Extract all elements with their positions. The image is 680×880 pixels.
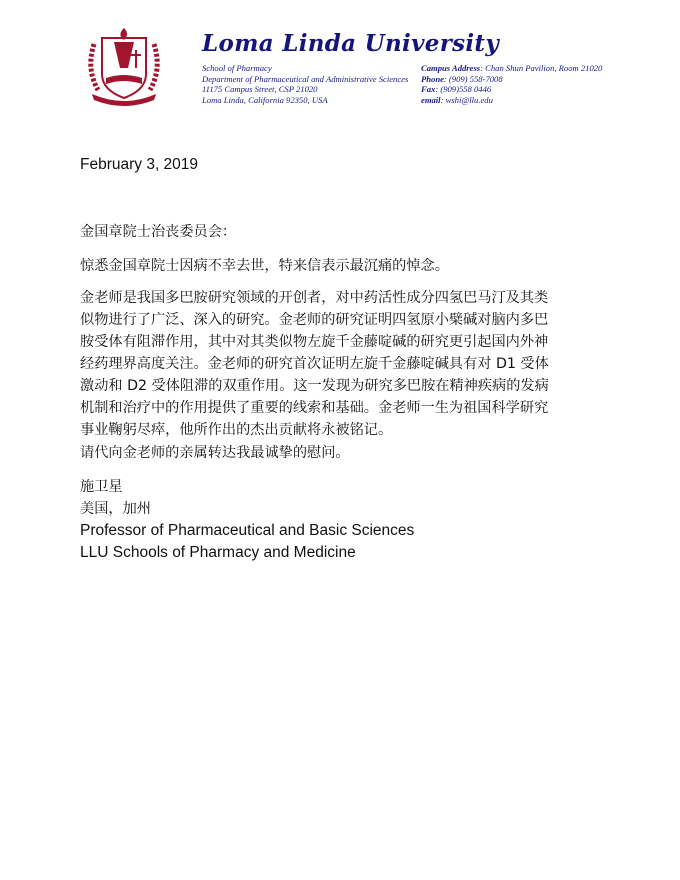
- paragraph-1: 惊悉金国章院士因病不幸去世，特来信表示最沉痛的悼念。: [80, 258, 449, 274]
- signer-location: 美国，加州: [80, 501, 151, 517]
- department-address: [202, 63, 408, 105]
- university-seal-logo: [84, 24, 164, 106]
- salutation: 金国章院士治丧委员会：: [80, 224, 237, 240]
- contact-info: [421, 63, 602, 105]
- signature-block: [80, 476, 414, 564]
- email: email: wshi@llu.edu: [421, 94, 493, 105]
- phone: Phone: (909) 558-7008: [421, 73, 503, 84]
- fax: Fax: (909)558 0446: [421, 84, 492, 94]
- city-address: Loma Linda, California 92350, USA: [202, 94, 328, 105]
- paragraph-2: 金老师是我国多巴胺研究领域的开创者，对中药活性成分四氢巴马汀及其类 似物进行了广泛、深入的研究。金老师的研究证明四氢原小檗碱对脑内多巴 胺受体有阻滞作用，其中对其类似物左旋千金藤啶碱的研究更引起国内外神 经药理界高度关注。金老师的研究首次证明左旋千金藤啶碱具有对 D1 受体 激动和 D2 受体阻滞的双重作用。这一发现为研究多巴胺在精神疾病的发病 机制和治疗中的作用提供了重要的线索和基础。金老师一生为祖国科学研究 事业鞠躬尽瘁，他所作出的杰出贡献将永被铭记。: [80, 290, 549, 438]
- signer-title: Professor of Pharmaceutical and Basic Sciences: [80, 522, 415, 539]
- campus-address: Campus Address: Chan Shun Pavilion, Room 21020: [421, 63, 603, 73]
- department-name: Department of Pharmaceutical and Administrative Sciences: [202, 73, 409, 84]
- signer-name: 施卫星: [80, 479, 123, 495]
- letter-date: February 3, 2019: [80, 156, 199, 173]
- university-name: Loma Linda University: [202, 30, 499, 57]
- street-address: 11175 Campus Street, CSP 21020: [202, 84, 318, 94]
- paragraph-3: 请代向金老师的亲属转达我最诚挚的慰问。: [80, 445, 350, 461]
- signer-affiliation: LLU Schools of Pharmacy and Medicine: [80, 544, 356, 561]
- school-name: School of Pharmacy: [202, 63, 272, 73]
